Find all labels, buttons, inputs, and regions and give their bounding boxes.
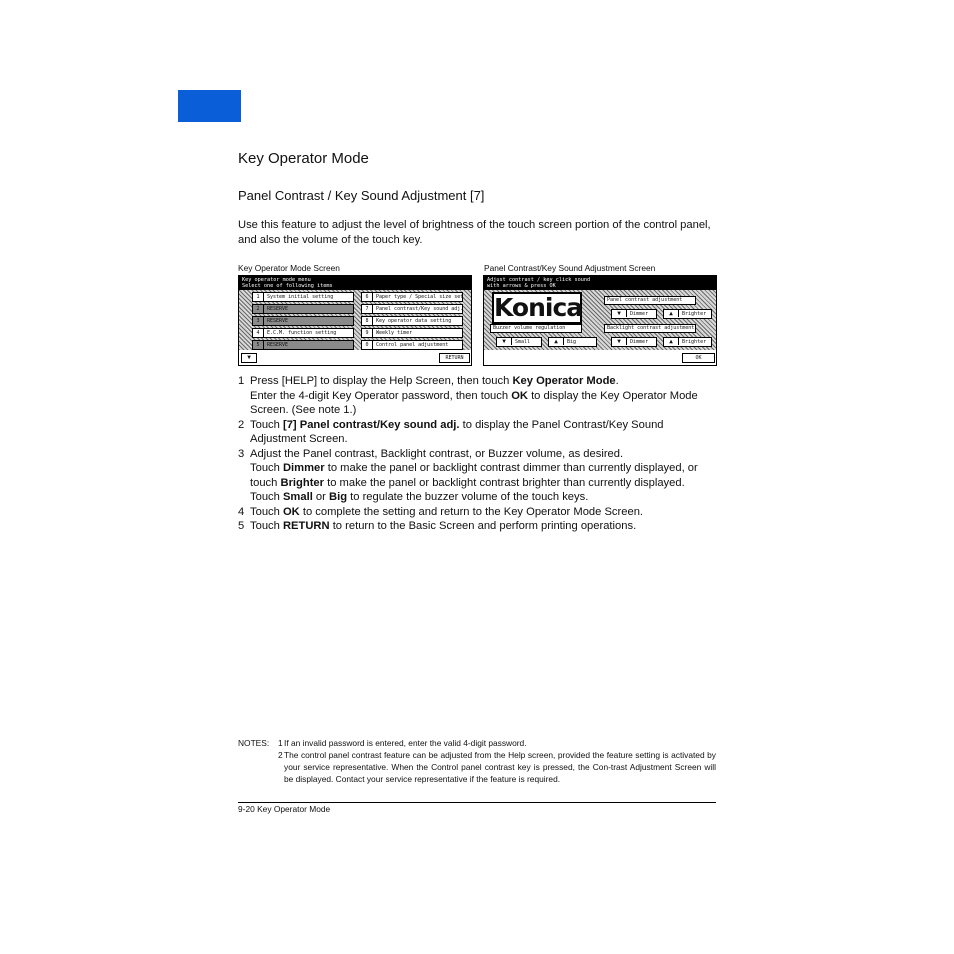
konica-logo: Konica <box>494 293 583 322</box>
key-term: Dimmer <box>282 462 325 474</box>
intro-paragraph: Use this feature to adjust the level of brightness of the touch screen portion of the control panel, and also the volume of the touch key. <box>238 219 711 246</box>
step-text: to make the panel or backlight contrast brighter than currently displayed. <box>324 476 685 489</box>
menu-button-4[interactable]: 4 E.C.M. function setting <box>252 328 354 338</box>
step-number: 2 <box>238 418 245 431</box>
step-text: Adjust the Panel contrast, Backlight contrast, or Buzzer volume, as desired. <box>250 447 624 460</box>
key-term: OK <box>511 389 528 402</box>
notes-label: NOTES: <box>238 738 270 748</box>
key-operator-mode-screen <box>238 275 472 366</box>
right-screen-header: Adjust contrast / key click sound with arrows & press OK <box>484 276 716 290</box>
down-arrow-icon: ▼ <box>612 338 627 345</box>
step-number: 1 <box>238 375 245 387</box>
step-text: or <box>312 491 329 503</box>
step-text: Enter the 4-digit Key Operator password, then touch <box>250 389 512 402</box>
key-term: OK <box>282 505 300 518</box>
step-5 <box>238 519 718 534</box>
step-text: to return to the Basic Screen and perform printing operations. <box>329 520 637 532</box>
right-screen-caption: Panel Contrast/Key Sound Adjustment Screen <box>484 263 656 273</box>
menu-button-7[interactable]: 7 Panel contrast/Key sound adj. <box>361 304 463 314</box>
ok-button[interactable]: OK <box>682 353 715 363</box>
menu-button-0[interactable]: 0 Control panel adjustment <box>361 340 463 350</box>
up-arrow-icon: ▲ <box>664 338 679 345</box>
step-3 <box>238 447 718 505</box>
step-text: Touch <box>250 520 283 532</box>
panel-contrast-label: Panel contrast adjustment <box>604 296 696 305</box>
chapter-tab <box>178 90 241 122</box>
step-text: Touch <box>250 418 283 431</box>
step-text: to complete the setting and return to the Key Operator Mode Screen. <box>299 505 644 518</box>
step-number: 5 <box>238 520 245 532</box>
buzzer-big-button[interactable]: ▲ Big <box>548 337 597 347</box>
step-4 <box>238 505 718 520</box>
section-title: Panel Contrast / Key Sound Adjustment [7] <box>238 188 485 203</box>
note-item: 1 If an invalid password is entered, enter the valid 4-digit password. <box>278 738 527 748</box>
step-2 <box>238 418 718 447</box>
note-item: 2 The control panel contrast feature can be adjusted from the Help screen, provided the feature setting is activated by your service representative. When the Control panel contrast key is pressed, the Con-trast Adjustment Screen will be displayed. Contact your service representative if the feature is required. <box>278 750 716 784</box>
return-button[interactable]: RETURN <box>439 353 470 363</box>
down-arrow-icon: ▼ <box>612 310 627 317</box>
menu-button-1[interactable]: 1 System initial setting <box>252 292 354 302</box>
notes <box>238 737 716 785</box>
step-text: to display the Panel Contrast/Key Sound Adjustment Screen. <box>250 418 664 445</box>
step-text: to regulate the buzzer volume of the touch keys. <box>347 491 589 503</box>
menu-button-3[interactable]: 3 RESERVE <box>252 316 354 326</box>
step-text: Touch <box>250 505 283 518</box>
panel-contrast-adjustment-screen <box>483 275 717 366</box>
up-arrow-icon: ▲ <box>549 338 564 345</box>
page-footer: 9-20 Key Operator Mode <box>238 804 331 814</box>
step-text: to make the panel or backlight contrast dimmer than currently displayed, or touch <box>250 462 698 489</box>
key-term: Key Operator Mode <box>512 375 616 387</box>
menu-button-9[interactable]: 9 Weekly timer <box>361 328 463 338</box>
step-text: Press [HELP] to display the Help Screen, then touch <box>250 375 513 387</box>
menu-button-6[interactable]: 6 Paper type / Special size set <box>361 292 463 302</box>
menu-button-5[interactable]: 5 RESERVE <box>252 340 354 350</box>
panel-brighter-button[interactable]: ▲ Brighter <box>663 309 712 319</box>
backlight-contrast-label: Backlight contrast adjustment <box>604 324 696 333</box>
menu-button-8[interactable]: 8 Key operator data setting <box>361 316 463 326</box>
key-term: [7] Panel contrast/Key sound adj. <box>282 418 460 431</box>
left-screen-header: Key operator mode menu Select one of following items <box>239 276 471 290</box>
backlight-dimmer-button[interactable]: ▼ Dimmer <box>611 337 657 347</box>
key-term: Brighter <box>280 476 324 489</box>
left-screen-caption: Key Operator Mode Screen <box>238 263 340 273</box>
footer-rule <box>238 802 716 803</box>
page-title: Key Operator Mode <box>238 150 369 167</box>
step-number: 3 <box>238 447 245 460</box>
procedure-steps <box>238 374 718 534</box>
backlight-brighter-button[interactable]: ▲ Brighter <box>663 337 712 347</box>
buzzer-small-button[interactable]: ▼ Small <box>496 337 542 347</box>
buzzer-volume-label: Buzzer volume regulation <box>490 324 582 333</box>
key-term: Big <box>329 491 348 503</box>
key-term: RETURN <box>282 520 330 532</box>
down-arrow-icon: ▼ <box>497 338 512 345</box>
step-number: 4 <box>238 505 245 518</box>
menu-button-2[interactable]: 2 RESERVE <box>252 304 354 314</box>
key-term: Small <box>282 491 313 503</box>
up-arrow-icon: ▲ <box>664 310 679 317</box>
step-text: . <box>615 375 619 387</box>
step-text: Touch <box>250 462 283 474</box>
scroll-down-icon[interactable]: ▼ <box>241 353 257 363</box>
step-1 <box>238 374 718 418</box>
step-text: Touch <box>250 491 283 503</box>
panel-dimmer-button[interactable]: ▼ Dimmer <box>611 309 657 319</box>
step-text: to display the Key Operator Mode Screen. (See note 1.) <box>250 389 698 416</box>
